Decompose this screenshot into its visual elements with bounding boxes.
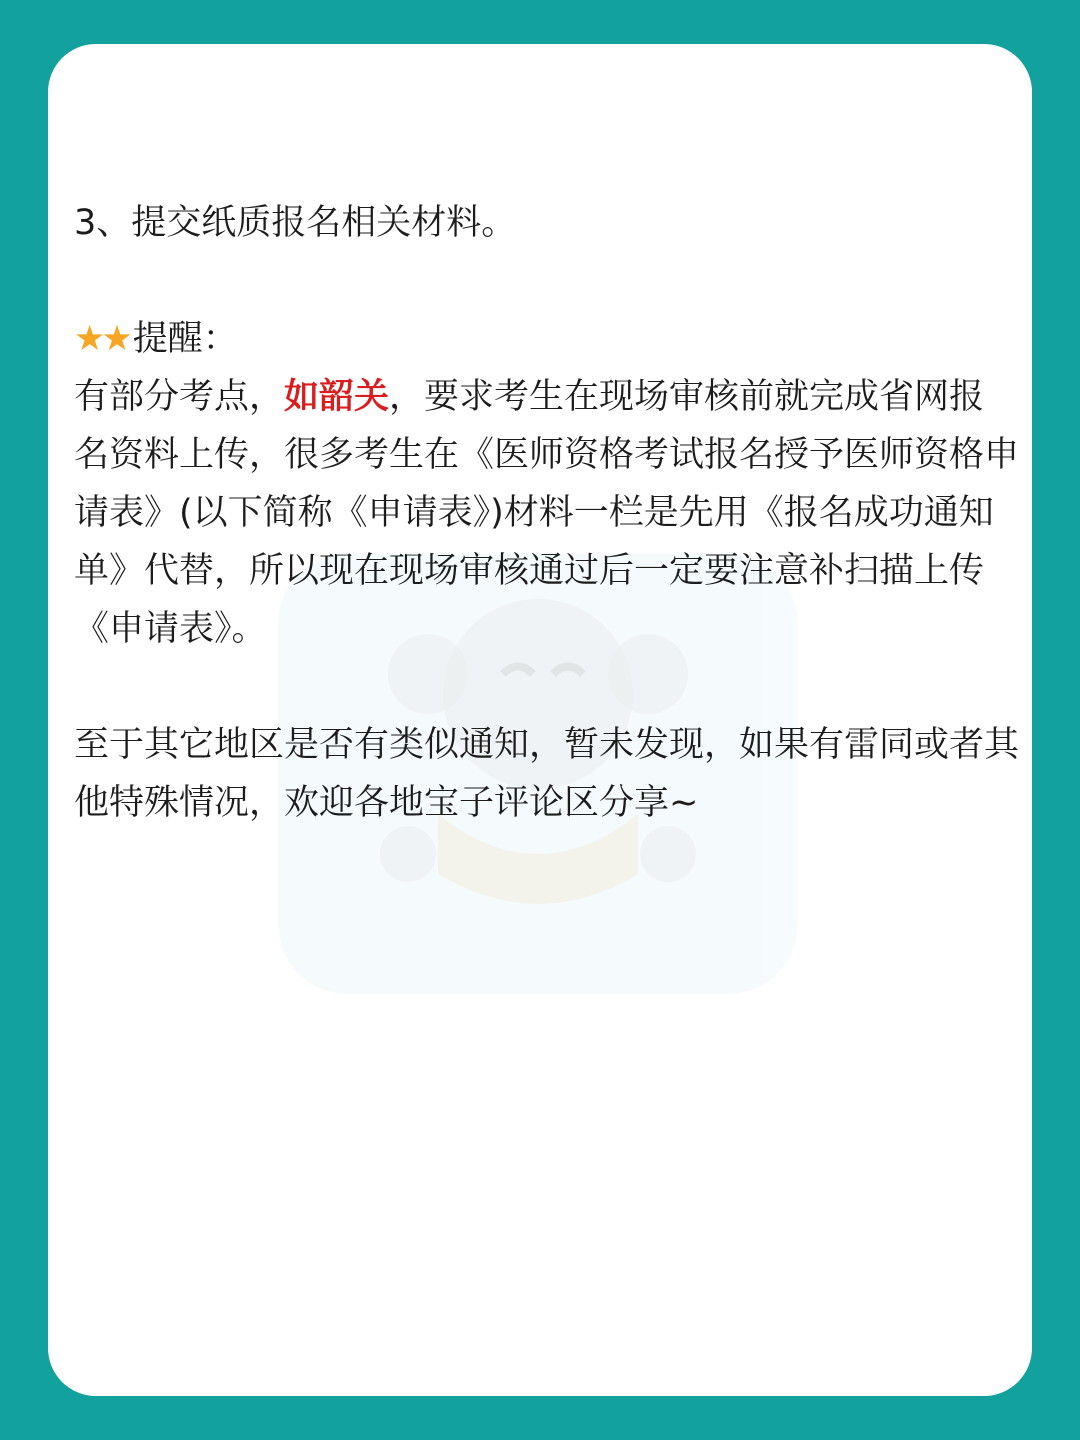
tip-label: 提醒： [132, 319, 238, 359]
tip-highlight: 如韶关 [284, 377, 390, 417]
article-body [74, 194, 1019, 832]
tip-text-after: ，要求考生在现场审核前就完成省网报名资料上传，很多考生在《医师资格考试报名授予医师资格申请表》(以下简称《申请表》)材料一栏是先用《报名成功通知单》代替，所以现在现场审核通过后一定要注意补扫描上传《申请表》。 [74, 377, 1020, 649]
closing-paragraph: 至于其它地区是否有类似通知，暂未发现，如果有雷同或者其他特殊情况，欢迎各地宝子评论区分享~ [74, 725, 1020, 823]
tip-text-before: 有部分考点， [74, 377, 285, 417]
tip-heading [74, 310, 1019, 368]
content-card [48, 44, 1032, 1396]
step-line: 3、提交纸质报名相关材料。 [74, 203, 517, 243]
star-icon: ★★ [74, 319, 129, 359]
tip-paragraph [74, 310, 1019, 658]
